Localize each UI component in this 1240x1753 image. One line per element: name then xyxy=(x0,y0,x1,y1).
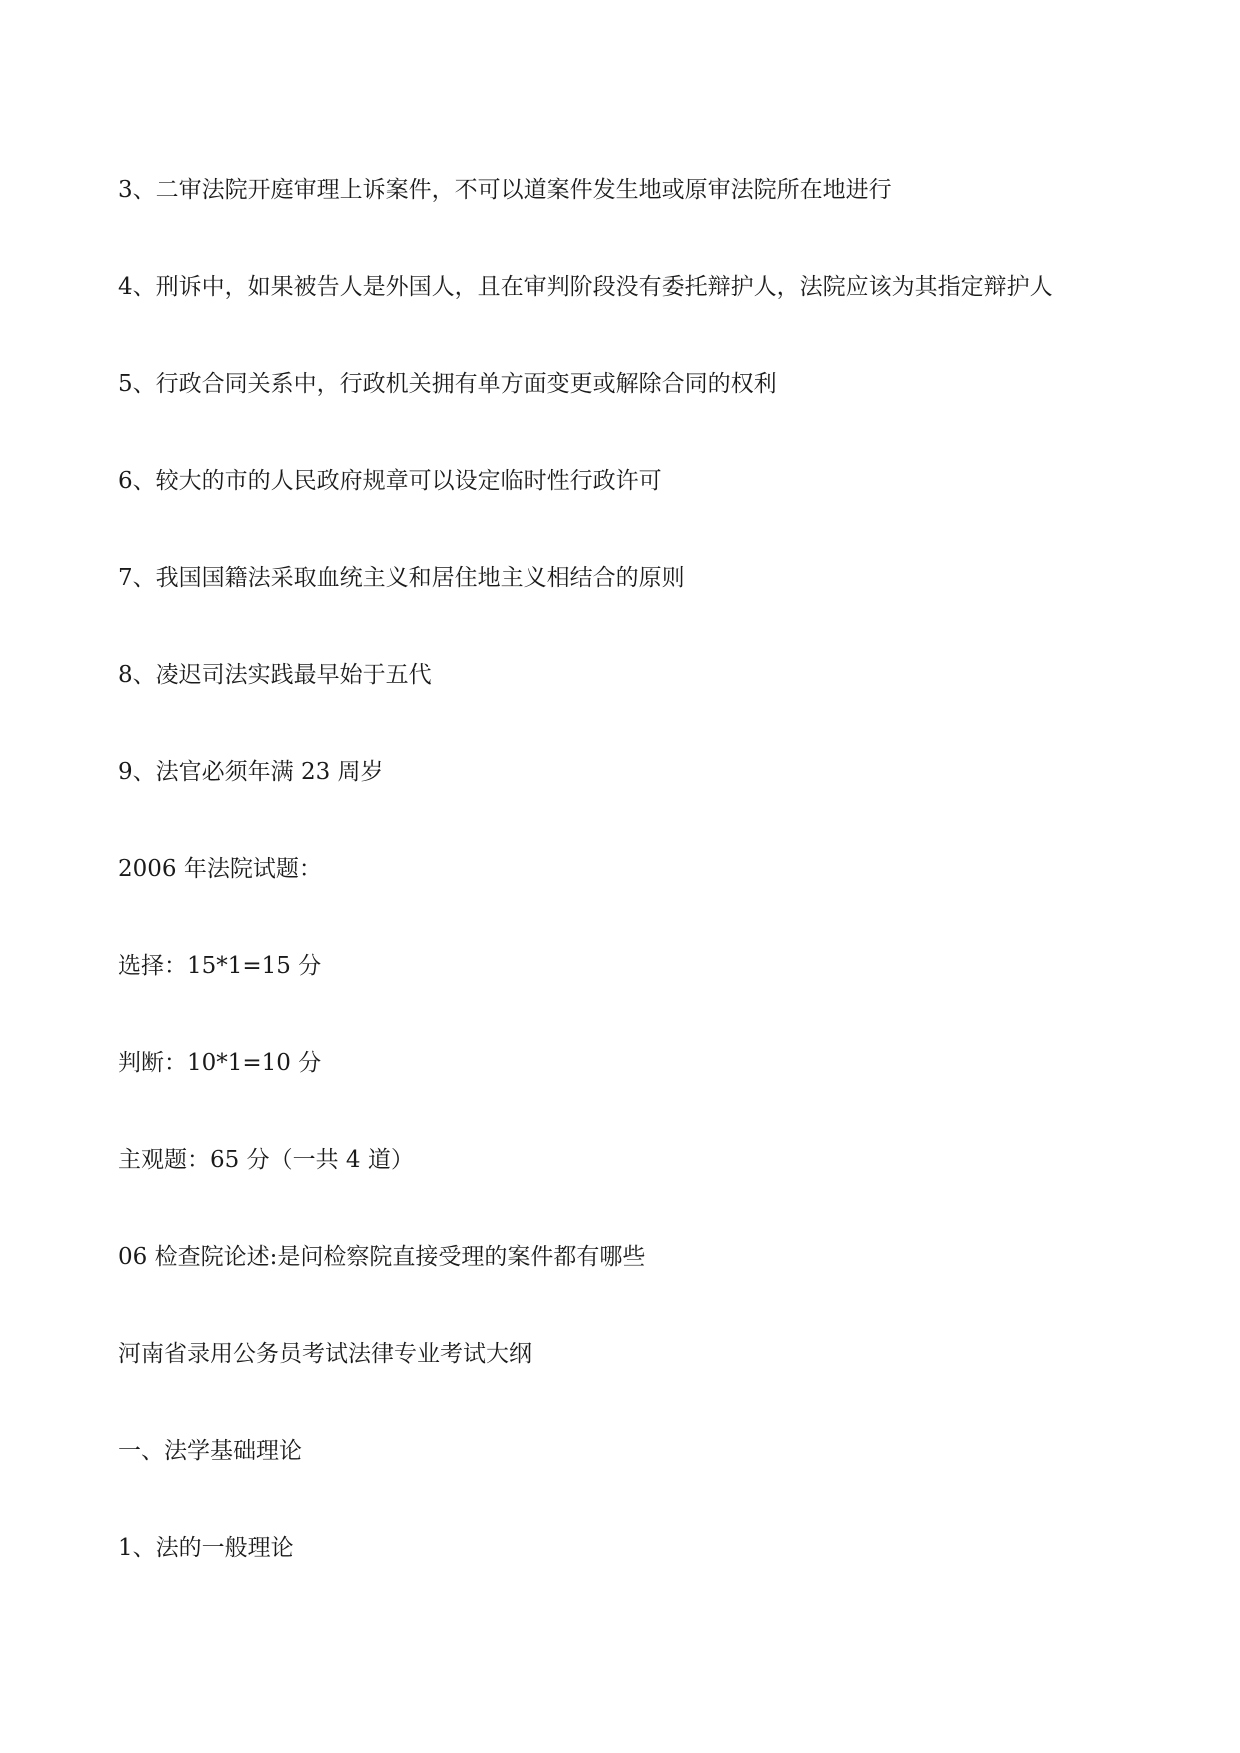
procuratorate-essay: 06 检查院论述:是问检察院直接受理的案件都有哪些 xyxy=(118,1244,646,1270)
statement-9: 9、法官必须年满 23 周岁 xyxy=(118,759,384,785)
statement-8: 8、凌迟司法实践最早始于五代 xyxy=(118,662,432,688)
outline-subsection-1: 1、法的一般理论 xyxy=(118,1535,294,1561)
score-judgment: 判断：10*1=10 分 xyxy=(118,1050,322,1076)
section-heading-2006: 2006 年法院试题： xyxy=(118,856,322,882)
statement-3: 3、二审法院开庭审理上诉案件，不可以道案件发生地或原审法院所在地进行 xyxy=(118,177,892,203)
outline-section-1: 一、法学基础理论 xyxy=(118,1438,302,1464)
statement-5: 5、行政合同关系中，行政机关拥有单方面变更或解除合同的权利 xyxy=(118,371,777,397)
statement-7: 7、我国国籍法采取血统主义和居住地主义相结合的原则 xyxy=(118,565,685,591)
statement-4: 4、刑诉中，如果被告人是外国人，且在审判阶段没有委托辩护人，法院应该为其指定辩护人 xyxy=(118,274,1053,300)
score-choice: 选择：15*1=15 分 xyxy=(118,953,322,979)
score-subjective: 主观题：65 分（一共 4 道） xyxy=(118,1147,414,1173)
statement-6: 6、较大的市的人民政府规章可以设定临时性行政许可 xyxy=(118,468,662,494)
exam-outline-title: 河南省录用公务员考试法律专业考试大纲 xyxy=(118,1341,532,1367)
